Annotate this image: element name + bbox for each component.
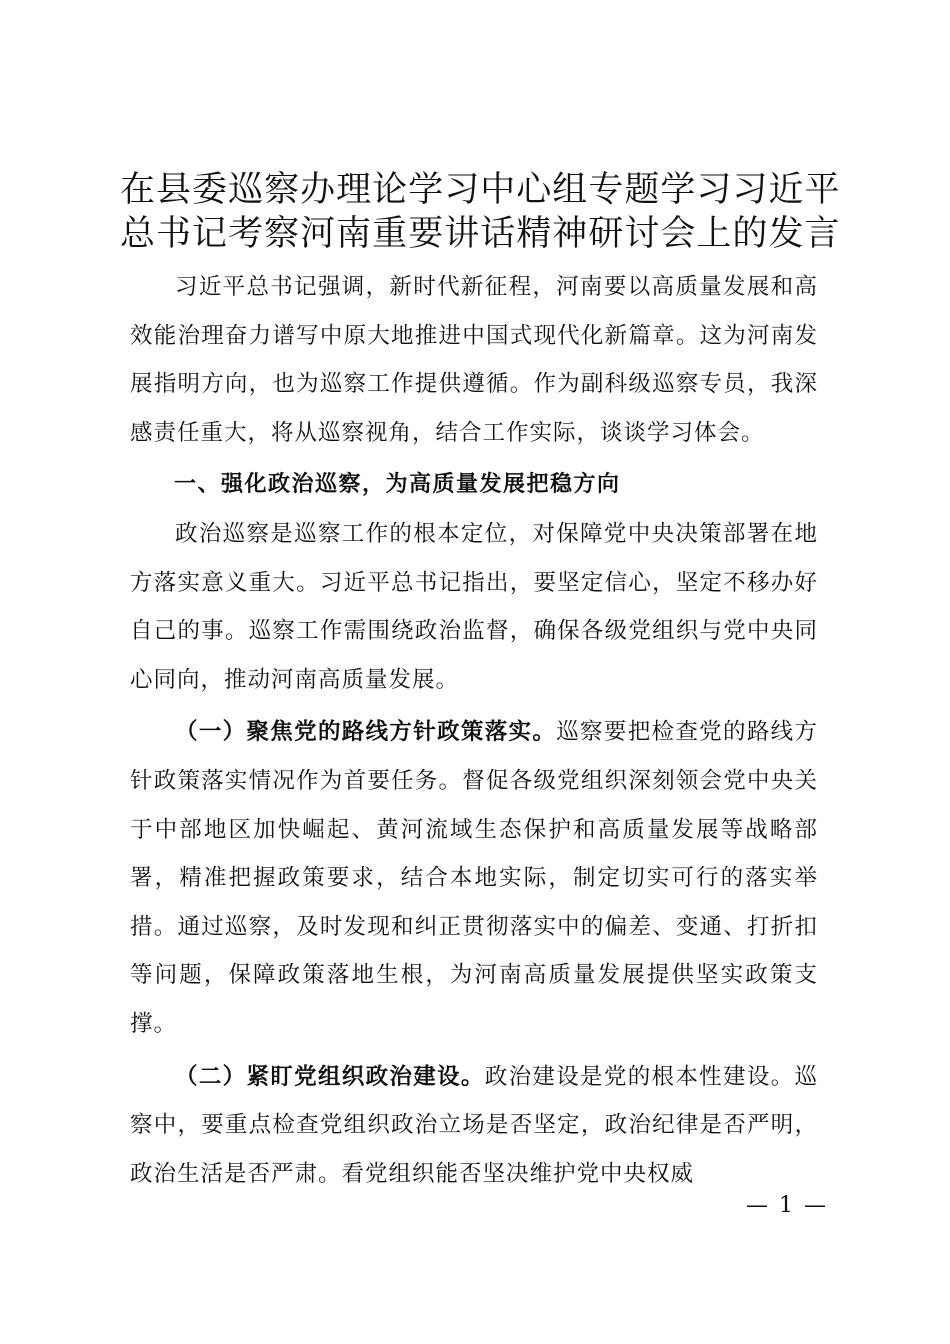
subsection-1-lead: （一）聚焦党的路线方针政策落实。 (175, 719, 557, 746)
subsection-2-paragraph (130, 1053, 818, 1199)
page-number: — 1 — (746, 1193, 828, 1218)
subsection-2-text: 政治建设是党的根本性建设。巡察中，要重点检查党组织政治立场是否坚定，政治纪律是否严明，政治生活是否严肃。看党组织能否坚决维护党中央权威 (130, 1063, 818, 1187)
subsection-2-lead: （二）紧盯党组织政治建设。 (175, 1063, 485, 1090)
section-1-paragraph: 政治巡察是巡察工作的根本定位，对保障党中央决策部署在地方落实意义重大。习近平总书记指出，要坚定信心，坚定不移办好自己的事。巡察工作需围绕政治监督，确保各级党组织与党中央同心同向，推动河南高质量发展。 (130, 520, 818, 693)
document-title (120, 168, 840, 256)
section-1-heading: 一、强化政治巡察，为高质量发展把稳方向 (174, 472, 621, 498)
title-line-1: 在县委巡察办理论学习中心组专题学习习近平 (120, 170, 840, 210)
title-line-2: 总书记考察河南重要讲话精神研讨会上的发言 (120, 214, 840, 254)
document-body (130, 263, 818, 1198)
subsection-1-text: 巡察要把检查党的路线方针政策落实情况作为首要任务。督促各级党组织深刻领会党中央关于中部地区加快崛起、黄河流域生态保护和高质量发展等战略部署，精准把握政策要求，结合本地实际，制定切实可行的落实举措。通过巡察，及时发现和纠正贯彻落实中的偏差、变通、打折扣等问题，保障政策落地生根，为河南高质量发展提供坚实政策支撑。 (130, 719, 818, 1037)
intro-paragraph: 习近平总书记强调，新时代新征程，河南要以高质量发展和高效能治理奋力谱写中原大地推进中国式现代化新篇章。这为河南发展指明方向，也为巡察工作提供遵循。作为副科级巡察专员，我深感责任重大，将从巡察视角，结合工作实际，谈谈学习体会。 (130, 274, 818, 446)
subsection-1-paragraph (130, 708, 818, 1048)
